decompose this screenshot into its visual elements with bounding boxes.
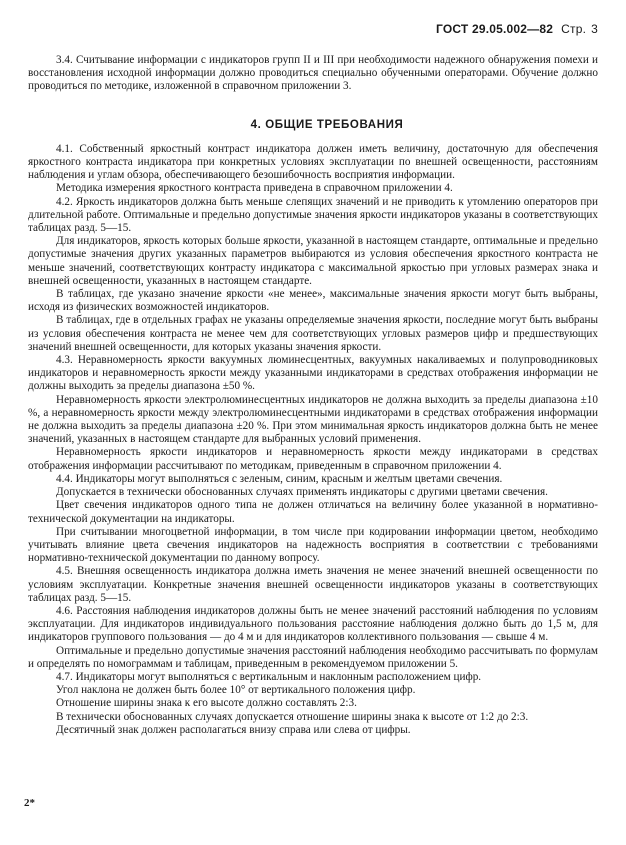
paragraph-4-4: 4.4. Индикаторы могут выполняться с зеленым, синим, красным и желтым цветами свечения. (56, 472, 503, 485)
paragraph-4-4-other-colors: Допускается в технически обоснованных случаях применять индикаторы с другими цветами свечения. (56, 486, 548, 499)
paragraph-4-5: 4.5. Внешняя освещенность индикатора должна иметь значения не менее значений внешней освещенности по условиям эксплуатации. Конкретные значения внешней освещенности индикаторов указаны в соответствующих таблицах разд. 5—15. (28, 565, 598, 604)
paragraph-4-7-angle: Угол наклона не должен быть более 10° от вертикального положения цифр. (56, 684, 416, 697)
document-body (28, 54, 598, 737)
paragraph-4-2-not-less: В таблицах, где указано значение яркости «не менее», максимальные значения яркости могут быть выбраны, исходя из физических возможностей индикаторов. (28, 288, 598, 314)
paragraph-4-7-ratio-exception: В технически обоснованных случаях допускается отношение ширины знака к высоте от 1:2 до 2:3. (56, 710, 529, 723)
paragraph-4-3: 4.3. Неравномерность яркости вакуумных люминесцентных, вакуумных накаливаемых и полупроводниковых индикаторов и неравномерность яркости между указанными индикаторами в средствах отображения информации не должны выходить за пределы диапазона ±50 %. (28, 354, 598, 393)
signature-mark: 2* (24, 797, 35, 809)
standard-number: ГОСТ 29.05.002—82 (435, 22, 554, 36)
paragraph-4-6: 4.6. Расстояния наблюдения индикаторов должны быть не менее значений расстояний наблюдения по условиям эксплуатации. Для индикаторов индивидуального пользования расстояние наблюдения должно быть до 1,5 м, для индикаторов группового пользования — до 4 м и для индикаторов коллективного пользования — свыше 4 м. (28, 604, 598, 644)
paragraph-4-7: 4.7. Индикаторы могут выполняться с вертикальным и наклонным расположением цифр. (56, 670, 482, 683)
paragraph-4-2: 4.2. Яркость индикаторов должна быть меньше слепящих значений и не приводить к утомлению операторов при длительной работе. Оптимальные и предельно допустимые значения яркости индикаторов указаны в соответствующих таблицах разд. 5—15. (28, 195, 598, 235)
paragraph-4-6-calculation: Оптимальные и предельно допустимые значения расстояний наблюдения необходимо рассчитывать по формулам и определять по номограммам и таблицам, приведенным в рекомендуемом приложении 5. (28, 644, 598, 670)
paragraph-4-1-method: Методика измерения яркостного контраста приведена в справочном приложении 4. (56, 182, 453, 195)
paragraph-4-4-multicolor: При считывании многоцветной информации, в том числе при кодировании информации цветом, необходимо учитывать влияние цвета свечения индикаторов на надежность восприятия в соответствии с требованиями нормативно-технической документации по данному вопросу. (28, 525, 598, 565)
page-label: Стр. (561, 22, 587, 36)
paragraph-4-2-tables: В таблицах, где в отдельных графах не указаны определяемые значения яркости, последние могут быть выбраны из условия обеспечения контраста не менее чем для соответствующих угловых размеров цифр и предшествующих значений внешней освещенности, для которых указаны значения яркости. (28, 314, 598, 353)
section-title: 4. ОБЩИЕ ТРЕБОВАНИЯ (250, 118, 404, 131)
paragraph-4-3-calculation: Неравномерность яркости индикаторов и неравномерность яркости между индикаторами в средствах отображения информации рассчитывают по методикам, приведенным в справочном приложении 4. (28, 446, 598, 472)
paragraph-3-4: 3.4. Считывание информации с индикаторов групп II и III при необходимости надежного обнаружения помехи и восстановления исходной информации должно проводиться специально обученными операторами. Обучение должно проводиться по методике, изложенной в справочном приложении 3. (28, 54, 598, 93)
paragraph-4-7-ratio: Отношение ширины знака к его высоте должно составлять 2:3. (56, 697, 357, 710)
paragraph-4-3-electroluminescent: Неравномерность яркости электролюминесцентных индикаторов не должна выходить за пределы диапазона ±10 %, а неравномерность яркости между электролюминесцентными индикаторами в средствах отображения информации не должна выходить за пределы диапазона ±20 %. При этом минимальная яркость индикаторов должна быть не менее значений, указанных в настоящем стандарте для выбранных условий применения. (28, 393, 598, 446)
paragraph-4-1: 4.1. Собственный яркостный контраст индикатора должен иметь величину, достаточную для обеспечения яркостного контраста индикатора при конкретных условиях эксплуатации по внешней освещенности, расстояниям наблюдения и углам обзора, обеспечивающего безошибочность восприятия информации. (28, 142, 598, 182)
paragraph-4-4-color-deviation: Цвет свечения индикаторов одного типа не должен отличаться на величину более указанной в нормативно-технической документации на индикаторы. (28, 499, 598, 525)
paragraph-4-2-high-brightness: Для индикаторов, яркость которых больше яркости, указанной в настоящем стандарте, оптимальные и предельно допустимые значения других указанных параметров выбираются из условия обеспечения яркостного контраста не меньше значений, соответствующих контрасту индикатора с максимальной яркостью при угловых размерах знака и внешней освещенности, указанных в настоящем стандарте. (28, 235, 598, 287)
paragraph-4-7-decimal: Десятичный знак должен располагаться внизу справа или слева от цифры. (56, 723, 411, 736)
page-header (436, 22, 598, 36)
page-number: 3 (591, 22, 598, 36)
